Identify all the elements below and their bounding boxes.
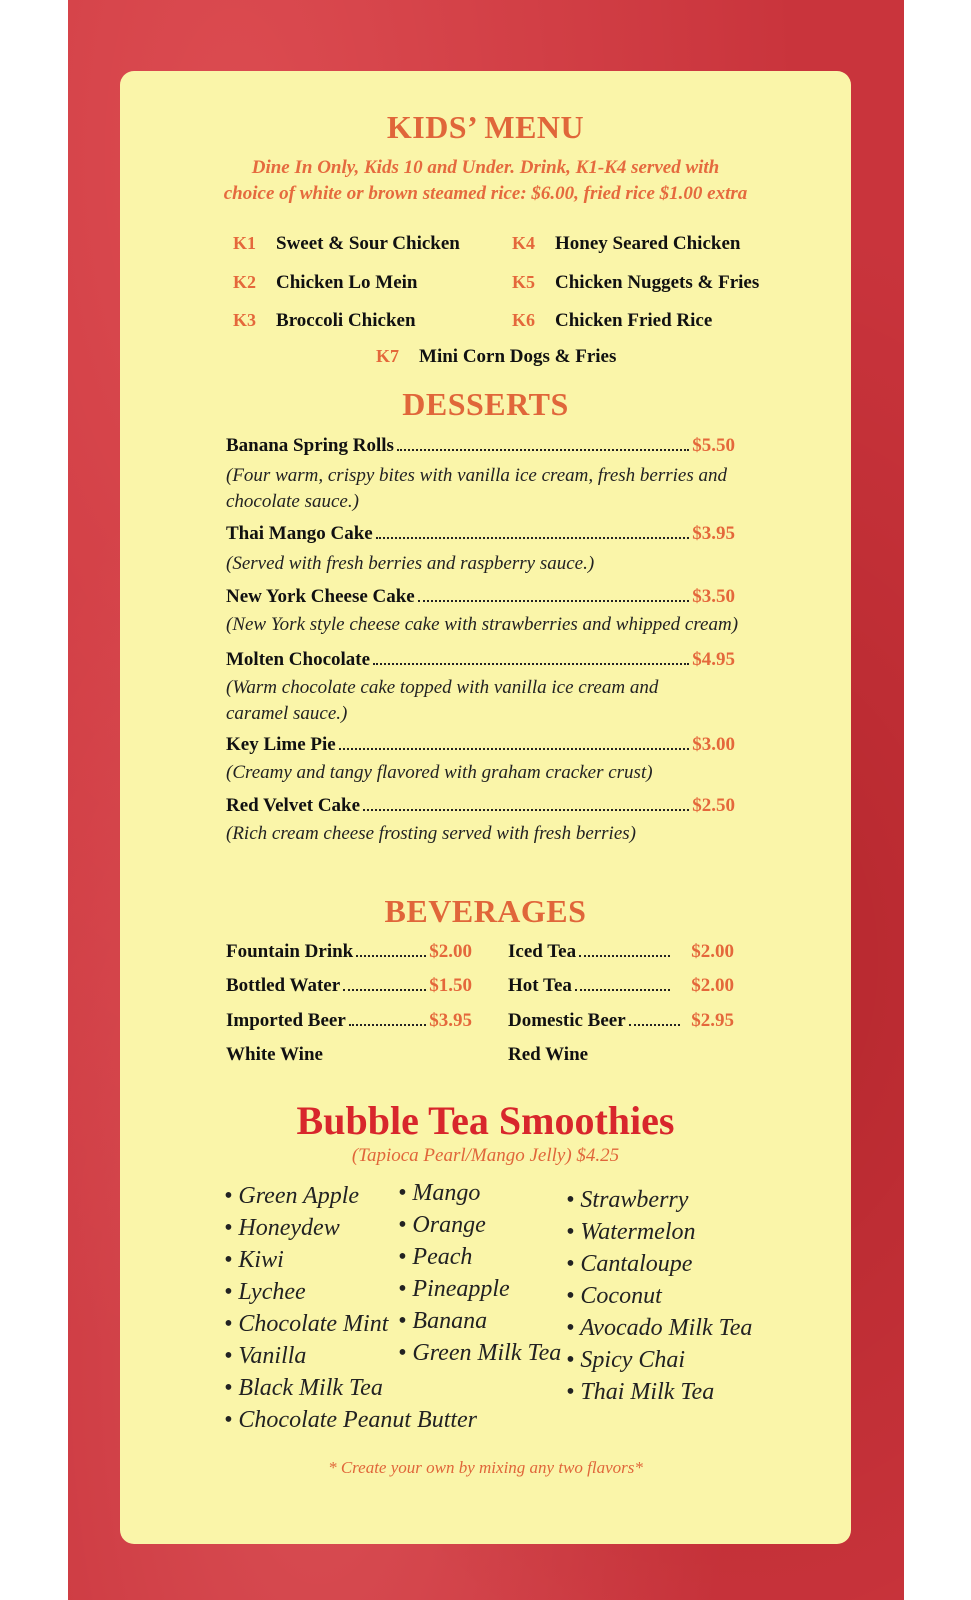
leader-dots	[376, 536, 690, 539]
beverage-item	[508, 1010, 734, 1032]
menu-panel	[120, 71, 851, 1544]
beverage-name: Hot Tea	[508, 975, 572, 996]
flavor-item: • Green Milk Tea	[398, 1340, 562, 1366]
flavor-item: • Orange	[398, 1212, 486, 1238]
kids-menu-note-line2: choice of white or brown steamed rice: $6.00, fried rice $1.00 extra	[223, 183, 748, 204]
dessert-name: Molten Chocolate	[226, 649, 371, 670]
beverage-item	[508, 941, 734, 963]
dessert-name: New York Cheese Cake	[226, 586, 415, 607]
dessert-name: Thai Mango Cake	[226, 523, 373, 544]
beverage-item	[226, 1010, 472, 1032]
dessert-description: (Served with fresh berries and raspberry sauce.)	[226, 553, 595, 574]
flavor-item: • Spicy Chai	[566, 1347, 686, 1373]
flavor-item: • Banana	[398, 1308, 488, 1334]
flavor-item: • Thai Milk Tea	[566, 1379, 715, 1405]
flavor-item: • Pineapple	[398, 1276, 510, 1302]
kids-item	[233, 310, 416, 332]
dessert-item	[226, 586, 735, 608]
dessert-item	[226, 649, 735, 671]
kids-item	[512, 233, 740, 255]
flavor-item: • Green Apple	[224, 1183, 360, 1209]
flavor-item: • Chocolate Peanut Butter	[224, 1407, 478, 1433]
beverage-item	[508, 1044, 588, 1066]
dessert-price: $3.50	[692, 586, 735, 607]
dessert-price: $5.50	[692, 435, 735, 456]
kids-item-code: K3	[233, 310, 257, 330]
beverage-name: Domestic Beer	[508, 1010, 626, 1031]
kids-menu-note-line1: Dine In Only, Kids 10 and Under. Drink, K1-K4 served with	[251, 157, 720, 178]
leader-dots	[339, 747, 690, 750]
leader-dots	[629, 1023, 681, 1026]
dessert-price: $3.00	[692, 734, 735, 755]
beverage-item	[226, 941, 472, 963]
bubble-tea-footnote: * Create your own by mixing any two flavors*	[328, 1458, 643, 1477]
leader-dots	[356, 954, 426, 957]
beverage-name: Fountain Drink	[226, 941, 354, 962]
leader-dots	[343, 988, 426, 991]
kids-item-name: Sweet & Sour Chicken	[276, 233, 460, 254]
kids-item-code: K2	[233, 272, 257, 292]
kids-item-code: K5	[512, 272, 536, 292]
flavor-item: • Kiwi	[224, 1247, 284, 1273]
dessert-price: $3.95	[692, 523, 735, 544]
kids-item-code: K4	[512, 233, 536, 253]
beverage-name: Bottled Water	[226, 975, 341, 996]
dessert-description: (Warm chocolate cake topped with vanilla ice cream and caramel sauce.)	[226, 677, 659, 724]
kids-item-name: Broccoli Chicken	[276, 310, 416, 331]
beverage-item	[508, 975, 734, 997]
kids-item	[512, 310, 712, 332]
leader-dots	[349, 1023, 426, 1026]
dessert-item	[226, 795, 735, 817]
leader-dots	[575, 988, 670, 991]
beverage-price: $2.00	[691, 941, 734, 962]
dessert-description: (New York style cheese cake with strawberries and whipped cream)	[226, 614, 739, 635]
beverage-name: Red Wine	[508, 1044, 589, 1065]
beverages-title: BEVERAGES	[384, 893, 587, 929]
flavor-item: • Lychee	[224, 1279, 306, 1305]
leader-dots	[397, 448, 689, 451]
flavor-item: • Honeydew	[224, 1215, 340, 1241]
flavor-item: • Cantaloupe	[566, 1251, 693, 1277]
kids-menu-title: KIDS’ MENU	[386, 109, 585, 145]
dessert-price: $4.95	[692, 649, 735, 670]
leader-dots	[373, 662, 689, 665]
flavor-item: • Avocado Milk Tea	[566, 1315, 753, 1341]
kids-item-name: Chicken Nuggets & Fries	[555, 272, 760, 293]
beverage-name: White Wine	[226, 1044, 323, 1065]
kids-item-code: K7	[376, 346, 400, 366]
beverage-price: $3.95	[429, 1010, 472, 1031]
kids-item-name: Honey Seared Chicken	[555, 233, 741, 254]
dessert-description: (Creamy and tangy flavored with graham cracker crust)	[226, 762, 653, 783]
beverage-name: Imported Beer	[226, 1010, 346, 1031]
dessert-item	[226, 734, 735, 756]
flavor-item: • Mango	[398, 1180, 481, 1206]
beverage-price: $2.00	[691, 975, 734, 996]
leader-dots	[579, 954, 670, 957]
leader-dots	[363, 808, 689, 811]
flavor-item: • Vanilla	[224, 1343, 307, 1369]
kids-item-name: Chicken Lo Mein	[276, 272, 418, 293]
dessert-name: Red Velvet Cake	[226, 795, 361, 816]
leader-dots	[418, 599, 690, 602]
kids-item	[233, 233, 460, 255]
flavor-item: • Strawberry	[566, 1187, 689, 1213]
dessert-name: Banana Spring Rolls	[226, 435, 394, 456]
beverage-price: $2.95	[691, 1010, 734, 1031]
beverage-item	[226, 1044, 323, 1066]
flavor-item: • Peach	[398, 1244, 473, 1270]
bubble-tea-subtitle: (Tapioca Pearl/Mango Jelly) $4.25	[351, 1145, 620, 1166]
kids-item-code: K6	[512, 310, 536, 330]
desserts-title: DESSERTS	[402, 386, 569, 422]
dessert-price: $2.50	[692, 795, 735, 816]
kids-item	[233, 272, 417, 294]
dessert-description: (Four warm, crispy bites with vanilla ice cream, fresh berries and chocolate sauce.)	[226, 465, 727, 512]
kids-item-name: Chicken Fried Rice	[555, 310, 713, 331]
dessert-description: (Rich cream cheese frosting served with fresh berries)	[226, 823, 636, 844]
dessert-item	[226, 435, 735, 457]
beverage-name: Iced Tea	[508, 941, 577, 962]
flavor-column-2	[398, 1177, 561, 1369]
dessert-name: Key Lime Pie	[226, 734, 336, 755]
flavor-item: • Black Milk Tea	[224, 1375, 383, 1401]
beverage-price: $1.50	[429, 975, 472, 996]
kids-item	[376, 346, 616, 368]
beverage-price: $2.00	[429, 941, 472, 962]
kids-item-code: K1	[233, 233, 257, 253]
kids-item-name: Mini Corn Dogs & Fries	[419, 346, 617, 367]
flavor-column-3	[566, 1184, 752, 1408]
flavor-item: • Coconut	[566, 1283, 662, 1309]
bubble-tea-title: Bubble Tea Smoothies	[296, 1098, 675, 1143]
beverage-item	[226, 975, 472, 997]
kids-item	[512, 272, 759, 294]
dessert-item	[226, 523, 735, 545]
flavor-item: • Watermelon	[566, 1219, 696, 1245]
flavor-item: • Chocolate Mint	[224, 1311, 389, 1337]
